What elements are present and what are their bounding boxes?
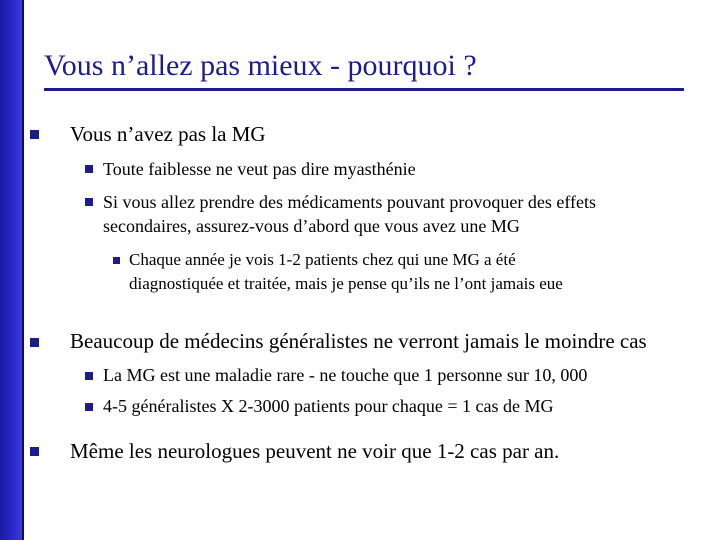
slide-title: Vous n’allez pas mieux - pourquoi ? <box>44 49 477 82</box>
square-bullet-icon <box>30 130 39 139</box>
left-bar-edge <box>22 0 24 540</box>
square-bullet-icon <box>85 372 93 380</box>
square-bullet-icon <box>30 447 39 456</box>
sub-bullet-text: Toute faiblesse ne veut pas dire myasthénie <box>103 159 416 179</box>
bullet-text: Beaucoup de médecins généralistes ne verront jamais le moindre cas <box>70 329 647 353</box>
bullet-text: Même les neurologues peuvent ne voir que 1-2 cas par an. <box>70 439 560 463</box>
sub-bullet-text: La MG est une maladie rare - ne touche que 1 personne sur 10, 000 <box>103 365 588 385</box>
square-bullet-icon <box>85 165 93 173</box>
title-underline <box>44 88 684 91</box>
sub-bullet-text: 4-5 généralistes X 2-3000 patients pour chaque = 1 cas de MG <box>103 396 554 416</box>
square-bullet-icon <box>85 198 93 206</box>
sub-bullet-text-line-2: secondaires, assurez-vous d’abord que vous avez une MG <box>103 216 520 236</box>
square-bullet-icon <box>30 338 39 347</box>
sub-bullet-text-line-1: Si vous allez prendre des médicaments pouvant provoquer des effets <box>103 192 597 212</box>
sub-sub-bullet-text-line-1: Chaque année je vois 1-2 patients chez qui une MG a été <box>129 250 516 269</box>
sub-sub-bullet-text-line-2: diagnostiquée et traitée, mais je pense qu’ils ne l’ont jamais eue <box>129 274 563 293</box>
square-bullet-icon <box>113 257 120 264</box>
square-bullet-icon <box>85 403 93 411</box>
bullet-text: Vous n’avez pas la MG <box>70 122 266 146</box>
left-decorative-bar <box>0 0 22 540</box>
